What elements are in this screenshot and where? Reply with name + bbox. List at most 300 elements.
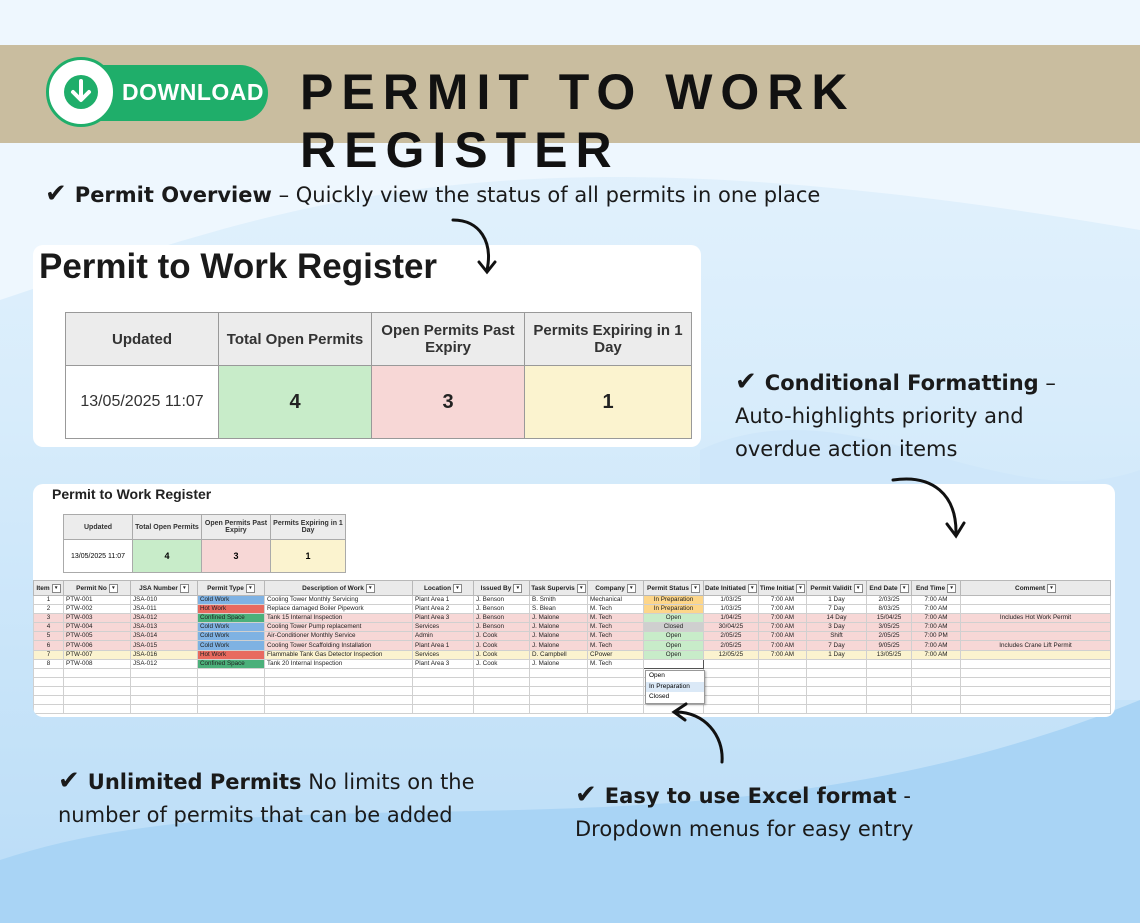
feature-conditional-line2: Auto-highlights priority and (735, 404, 1024, 428)
table-cell[interactable] (413, 677, 474, 686)
column-header[interactable] (644, 581, 704, 596)
table-row[interactable] (34, 605, 1111, 614)
overview-card (33, 245, 701, 447)
feature-conditional-title: Conditional Formatting (764, 371, 1039, 395)
table-cell[interactable]: 6 (34, 641, 64, 650)
table-cell[interactable]: 30/04/25 (704, 623, 759, 632)
table-cell[interactable]: JSA-015 (131, 641, 198, 650)
feature-overview (45, 178, 820, 212)
download-icon (46, 57, 116, 127)
table-cell[interactable]: D. Campbell (530, 650, 588, 659)
table-cell[interactable]: M. Tech (588, 614, 644, 623)
table-cell[interactable] (265, 705, 413, 714)
table-cell[interactable] (758, 677, 806, 686)
table-cell[interactable]: S. Blean (530, 605, 588, 614)
table-cell[interactable] (265, 686, 413, 695)
table-row[interactable] (34, 650, 1111, 659)
table-cell[interactable] (131, 696, 198, 705)
table-cell[interactable]: 2/03/25 (867, 596, 912, 605)
column-header-label: Permit No (76, 584, 107, 592)
summary-past-expiry: 3 (202, 540, 271, 573)
table-cell[interactable]: Cooling Tower Pump replacement (265, 623, 413, 632)
table-cell[interactable]: JSA-014 (131, 632, 198, 641)
table-row[interactable] (34, 623, 1111, 632)
table-cell[interactable]: 1 Day (807, 596, 867, 605)
table-cell[interactable] (961, 596, 1111, 605)
filter-dropdown-icon[interactable]: ▾ (52, 584, 61, 593)
table-cell[interactable]: PTW-007 (64, 650, 131, 659)
feature-excel-title: Easy to use Excel format (604, 784, 897, 808)
column-header-label: Permit Type (207, 584, 244, 592)
table-cell[interactable]: 7:00 AM (758, 641, 806, 650)
filter-dropdown-icon[interactable]: ▾ (900, 584, 909, 593)
table-cell[interactable]: J. Malone (530, 614, 588, 623)
column-header[interactable] (961, 581, 1111, 596)
column-header[interactable] (198, 581, 265, 596)
table-cell[interactable]: 2/05/25 (704, 632, 759, 641)
table-cell[interactable]: Tank 15 Internal Inspection (265, 614, 413, 623)
column-header-label: Company (595, 584, 625, 592)
table-cell[interactable]: Air-Conditioner Monthly Service (265, 632, 413, 641)
column-header[interactable] (131, 581, 198, 596)
table-cell[interactable]: Plant Area 2 (413, 605, 474, 614)
table-cell[interactable] (704, 677, 759, 686)
table-cell[interactable]: M. Tech (588, 632, 644, 641)
table-cell[interactable]: J. Malone (530, 659, 588, 668)
table-cell[interactable]: Cooling Tower Monthly Servicing (265, 596, 413, 605)
table-cell[interactable] (912, 686, 961, 695)
expiring-value: 1 (525, 366, 692, 439)
table-cell[interactable]: J. Cook (474, 641, 530, 650)
table-cell[interactable]: Confined Space (198, 614, 265, 623)
table-cell[interactable] (131, 668, 198, 677)
table-cell[interactable] (530, 696, 588, 705)
table-cell[interactable] (131, 677, 198, 686)
table-cell[interactable] (198, 686, 265, 695)
table-cell[interactable] (912, 696, 961, 705)
table-cell[interactable]: 2/05/25 (704, 641, 759, 650)
table-cell[interactable]: CPower (588, 650, 644, 659)
table-cell[interactable]: Hot Work (198, 605, 265, 614)
table-cell[interactable] (474, 668, 530, 677)
table-cell[interactable]: JSA-012 (131, 614, 198, 623)
table-cell[interactable] (530, 705, 588, 714)
filter-dropdown-icon[interactable]: ▾ (453, 584, 462, 593)
table-cell[interactable]: J. Benson (474, 614, 530, 623)
table-cell[interactable]: JSA-013 (131, 623, 198, 632)
table-cell[interactable] (912, 659, 961, 668)
table-cell[interactable]: 7:00 AM (758, 605, 806, 614)
table-cell[interactable]: M. Tech (588, 623, 644, 632)
table-cell[interactable] (867, 686, 912, 695)
filter-dropdown-icon[interactable]: ▾ (577, 584, 586, 593)
table-cell[interactable]: Cold Work (198, 632, 265, 641)
table-row[interactable] (34, 614, 1111, 623)
status-dropdown-list[interactable] (645, 670, 705, 704)
table-row[interactable] (34, 632, 1111, 641)
table-cell[interactable] (704, 686, 759, 695)
filter-dropdown-icon[interactable]: ▾ (513, 584, 522, 593)
table-cell[interactable]: 12/05/25 (704, 650, 759, 659)
table-cell[interactable]: 14 Day (807, 614, 867, 623)
table-cell[interactable] (867, 659, 912, 668)
table-cell[interactable] (413, 668, 474, 677)
table-cell[interactable] (34, 705, 64, 714)
summary-header: Updated (64, 515, 133, 540)
table-cell[interactable]: 2/05/25 (867, 632, 912, 641)
table-cell[interactable]: 1/04/25 (704, 614, 759, 623)
overview-title: Permit to Work Register (39, 247, 438, 286)
table-cell[interactable]: M. Tech (588, 659, 644, 668)
table-cell[interactable]: Plant Area 1 (413, 596, 474, 605)
table-cell[interactable] (588, 686, 644, 695)
dropdown-option[interactable]: Closed (649, 693, 670, 700)
table-cell[interactable]: 7:00 AM (912, 596, 961, 605)
summary-open: 4 (133, 540, 202, 573)
overview-header: Open Permits Past Expiry (372, 313, 525, 366)
table-cell[interactable] (807, 696, 867, 705)
feature-unlimited-title: Unlimited Permits (87, 770, 302, 794)
summary-expiring: 1 (271, 540, 346, 573)
table-cell[interactable] (265, 696, 413, 705)
table-cell[interactable]: 7 Day (807, 605, 867, 614)
column-header[interactable] (474, 581, 530, 596)
empty-row[interactable] (34, 677, 1111, 686)
table-cell[interactable] (758, 686, 806, 695)
table-cell[interactable]: JSA-011 (131, 605, 198, 614)
table-cell[interactable]: 7:00 AM (912, 614, 961, 623)
table-cell[interactable] (867, 668, 912, 677)
table-cell[interactable] (807, 686, 867, 695)
table-cell[interactable] (704, 659, 759, 668)
table-cell[interactable]: Tank 20 Internal Inspection (265, 659, 413, 668)
table-cell[interactable]: JSA-016 (131, 650, 198, 659)
total-open-value: 4 (219, 366, 372, 439)
table-cell[interactable]: 9/05/25 (867, 641, 912, 650)
table-cell[interactable] (961, 605, 1111, 614)
table-cell[interactable]: In Preparation (644, 596, 704, 605)
table-cell[interactable] (530, 668, 588, 677)
table-cell[interactable] (474, 696, 530, 705)
table-cell[interactable] (807, 677, 867, 686)
table-cell[interactable]: PTW-001 (64, 596, 131, 605)
dropdown-option[interactable]: Open (649, 672, 665, 679)
table-cell[interactable]: J. Cook (474, 632, 530, 641)
table-row[interactable] (34, 596, 1111, 605)
table-cell[interactable]: Cold Work (198, 596, 265, 605)
table-cell[interactable] (704, 668, 759, 677)
table-cell[interactable] (530, 686, 588, 695)
overview-table (65, 312, 692, 439)
summary-header: Permits Expiring in 1 Day (271, 515, 346, 540)
sheet-title: Permit to Work Register (52, 486, 212, 502)
table-cell[interactable]: 7:00 AM (758, 632, 806, 641)
table-cell[interactable]: 7:00 AM (758, 623, 806, 632)
table-cell[interactable]: J. Cook (474, 659, 530, 668)
curved-arrow-icon (888, 470, 968, 542)
column-header[interactable] (807, 581, 867, 596)
table-cell[interactable] (413, 705, 474, 714)
table-cell[interactable]: 15/04/25 (867, 614, 912, 623)
table-cell[interactable]: 3 (34, 614, 64, 623)
table-cell[interactable]: PTW-002 (64, 605, 131, 614)
table-cell[interactable]: Services (413, 623, 474, 632)
table-cell[interactable]: Open (644, 650, 704, 659)
table-cell[interactable]: 1/03/25 (704, 596, 759, 605)
curved-arrow-icon (445, 212, 505, 282)
column-header[interactable] (413, 581, 474, 596)
filter-dropdown-icon[interactable]: ▾ (1047, 584, 1056, 593)
table-cell[interactable]: Plant Area 3 (413, 659, 474, 668)
overview-header: Total Open Permits (219, 313, 372, 366)
table-cell[interactable]: Open (644, 632, 704, 641)
table-cell[interactable]: Mechanical (588, 596, 644, 605)
table-cell[interactable] (588, 705, 644, 714)
table-cell[interactable] (867, 696, 912, 705)
table-cell[interactable] (34, 668, 64, 677)
table-cell[interactable] (588, 696, 644, 705)
table-cell[interactable]: Hot Work (198, 650, 265, 659)
table-cell[interactable]: 7 Day (807, 641, 867, 650)
table-cell[interactable] (961, 696, 1111, 705)
table-cell[interactable] (131, 705, 198, 714)
table-cell[interactable]: 7:00 AM (912, 623, 961, 632)
column-header-label: Description of Work (302, 584, 364, 592)
table-cell[interactable]: J. Cook (474, 650, 530, 659)
table-cell[interactable]: Admin (413, 632, 474, 641)
table-cell[interactable]: Cooling Tower Scaffolding Installation (265, 641, 413, 650)
feature-conditional-dash: – (1038, 371, 1056, 395)
table-cell[interactable]: Shift (807, 632, 867, 641)
table-cell[interactable] (588, 668, 644, 677)
table-cell[interactable]: J. Benson (474, 596, 530, 605)
table-cell[interactable] (961, 659, 1111, 668)
table-cell[interactable] (34, 677, 64, 686)
table-cell[interactable]: Cold Work (198, 623, 265, 632)
feature-overview-text: – Quickly view the status of all permits in one place (271, 183, 821, 207)
table-cell[interactable] (34, 686, 64, 695)
table-cell[interactable]: 7:00 PM (912, 632, 961, 641)
column-header[interactable] (34, 581, 64, 596)
permit-table (33, 580, 1111, 714)
table-cell[interactable] (644, 659, 704, 668)
table-cell[interactable] (530, 677, 588, 686)
table-cell[interactable]: JSA-010 (131, 596, 198, 605)
table-cell[interactable]: B. Smith (530, 596, 588, 605)
table-cell[interactable] (198, 696, 265, 705)
table-cell[interactable] (64, 696, 131, 705)
filter-dropdown-icon[interactable]: ▾ (180, 584, 189, 593)
table-cell[interactable]: Services (413, 650, 474, 659)
empty-row[interactable] (34, 668, 1111, 677)
table-row[interactable] (34, 659, 1111, 668)
feature-overview-title: Permit Overview (74, 183, 272, 207)
table-cell[interactable]: 7:00 AM (758, 650, 806, 659)
table-cell[interactable]: PTW-003 (64, 614, 131, 623)
table-cell[interactable]: Replace damaged Boiler Pipework (265, 605, 413, 614)
filter-dropdown-icon[interactable]: ▾ (748, 584, 757, 593)
column-header[interactable] (64, 581, 131, 596)
table-cell[interactable] (912, 677, 961, 686)
table-cell[interactable]: 3 Day (807, 623, 867, 632)
table-cell[interactable] (265, 668, 413, 677)
table-cell[interactable] (961, 650, 1111, 659)
table-cell[interactable]: J. Benson (474, 623, 530, 632)
feature-excel (575, 779, 913, 846)
column-header-label: Location (423, 584, 452, 592)
feature-conditional-line3: overdue action items (735, 437, 958, 461)
table-row[interactable] (34, 641, 1111, 650)
table-cell[interactable]: In Preparation (644, 605, 704, 614)
table-cell[interactable]: Open (644, 641, 704, 650)
table-cell[interactable]: M. Tech (588, 605, 644, 614)
column-header[interactable] (530, 581, 588, 596)
table-cell[interactable] (474, 686, 530, 695)
column-header[interactable] (912, 581, 961, 596)
feature-conditional (735, 366, 1056, 466)
overview-header: Permits Expiring in 1 Day (525, 313, 692, 366)
column-header[interactable] (867, 581, 912, 596)
table-cell[interactable] (912, 705, 961, 714)
table-cell[interactable] (474, 677, 530, 686)
table-cell[interactable] (413, 686, 474, 695)
filter-dropdown-icon[interactable]: ▾ (947, 584, 956, 593)
table-cell[interactable]: 5 (34, 632, 64, 641)
empty-row[interactable] (34, 705, 1111, 714)
filter-dropdown-icon[interactable]: ▾ (796, 584, 805, 593)
table-cell[interactable]: Flammable Tank Gas Detector Inspection (265, 650, 413, 659)
table-cell[interactable] (758, 659, 806, 668)
feature-excel-dash: - (896, 784, 911, 808)
table-cell[interactable]: 7:00 AM (758, 596, 806, 605)
table-cell[interactable]: 7:00 AM (912, 605, 961, 614)
table-cell[interactable]: J. Malone (530, 623, 588, 632)
table-cell[interactable]: 7:00 AM (912, 650, 961, 659)
past-expiry-value: 3 (372, 366, 525, 439)
table-cell[interactable]: PTW-006 (64, 641, 131, 650)
feature-unlimited (58, 765, 475, 832)
table-cell[interactable]: Plant Area 3 (413, 614, 474, 623)
table-cell[interactable]: 13/05/25 (867, 650, 912, 659)
filter-dropdown-icon[interactable]: ▾ (109, 584, 118, 593)
checkmark-icon: ✔ (575, 780, 597, 810)
empty-row[interactable] (34, 686, 1111, 695)
filter-dropdown-icon[interactable]: ▾ (854, 584, 863, 593)
table-cell[interactable] (807, 705, 867, 714)
table-cell[interactable] (198, 668, 265, 677)
column-header-label: Permit Validit (810, 584, 852, 592)
table-cell[interactable] (64, 705, 131, 714)
feature-unlimited-line2: number of permits that can be added (58, 803, 453, 827)
column-header-label: End Time (915, 584, 946, 592)
table-cell[interactable]: J. Malone (530, 632, 588, 641)
table-cell[interactable] (198, 677, 265, 686)
summary-header: Total Open Permits (133, 515, 202, 540)
table-cell[interactable] (961, 668, 1111, 677)
dropdown-option[interactable]: In Preparation (646, 682, 704, 693)
table-cell[interactable] (131, 686, 198, 695)
table-cell[interactable] (867, 705, 912, 714)
column-header[interactable] (588, 581, 644, 596)
table-cell[interactable] (961, 677, 1111, 686)
table-cell[interactable] (807, 659, 867, 668)
table-cell[interactable]: PTW-008 (64, 659, 131, 668)
column-header[interactable] (758, 581, 806, 596)
table-cell[interactable]: 4 (34, 623, 64, 632)
table-cell[interactable] (758, 668, 806, 677)
table-cell[interactable]: 7:00 AM (758, 614, 806, 623)
table-cell[interactable] (758, 705, 806, 714)
filter-dropdown-icon[interactable]: ▾ (366, 584, 375, 593)
table-cell[interactable]: 7 (34, 650, 64, 659)
table-cell[interactable]: 1 Day (807, 650, 867, 659)
table-cell[interactable] (961, 705, 1111, 714)
table-cell[interactable] (64, 677, 131, 686)
page-title: PERMIT TO WORK REGISTER (300, 64, 856, 178)
table-cell[interactable] (961, 686, 1111, 695)
table-cell[interactable]: Open (644, 614, 704, 623)
table-cell[interactable] (474, 705, 530, 714)
column-header-label: JSA Number (139, 584, 178, 592)
table-cell[interactable]: Includes Hot Work Permit (961, 614, 1111, 623)
column-header[interactable] (704, 581, 759, 596)
table-cell[interactable]: Cold Work (198, 641, 265, 650)
table-cell[interactable]: 8 (34, 659, 64, 668)
feature-excel-line2: Dropdown menus for easy entry (575, 817, 914, 841)
updated-value: 13/05/2025 11:07 (66, 366, 219, 439)
table-cell[interactable]: PTW-004 (64, 623, 131, 632)
table-cell[interactable]: M. Tech (588, 641, 644, 650)
checkmark-icon: ✔ (45, 179, 67, 209)
table-cell[interactable]: JSA-012 (131, 659, 198, 668)
table-cell[interactable]: J. Benson (474, 605, 530, 614)
table-cell[interactable]: PTW-005 (64, 632, 131, 641)
table-cell[interactable] (807, 668, 867, 677)
table-cell[interactable] (912, 668, 961, 677)
table-cell[interactable]: 7:00 AM (912, 641, 961, 650)
table-cell[interactable]: J. Malone (530, 641, 588, 650)
download-button[interactable] (50, 65, 268, 121)
filter-dropdown-icon[interactable]: ▾ (246, 584, 255, 593)
table-cell[interactable] (413, 696, 474, 705)
table-cell[interactable] (961, 632, 1111, 641)
table-cell[interactable] (265, 677, 413, 686)
table-cell[interactable]: 1/03/25 (704, 605, 759, 614)
filter-dropdown-icon[interactable]: ▾ (627, 584, 636, 593)
column-header[interactable] (265, 581, 413, 596)
table-cell[interactable] (588, 677, 644, 686)
filter-dropdown-icon[interactable]: ▾ (691, 584, 700, 593)
table-cell[interactable]: 1 (34, 596, 64, 605)
table-cell[interactable] (64, 686, 131, 695)
table-cell[interactable] (64, 668, 131, 677)
summary-updated: 13/05/2025 11:07 (64, 540, 133, 573)
table-cell[interactable] (198, 705, 265, 714)
table-cell[interactable] (34, 696, 64, 705)
table-cell[interactable]: 3/05/25 (867, 623, 912, 632)
empty-row[interactable] (34, 696, 1111, 705)
table-cell[interactable] (758, 696, 806, 705)
table-cell[interactable]: Includes Crane Lift Permit (961, 641, 1111, 650)
table-cell[interactable]: Confined Space (198, 659, 265, 668)
column-header-label: Task Supervis (531, 584, 575, 592)
table-cell[interactable]: Closed (644, 623, 704, 632)
table-cell[interactable]: 2 (34, 605, 64, 614)
table-cell[interactable] (961, 623, 1111, 632)
table-cell[interactable]: Plant Area 1 (413, 641, 474, 650)
table-cell[interactable]: 8/03/25 (867, 605, 912, 614)
table-cell[interactable] (867, 677, 912, 686)
